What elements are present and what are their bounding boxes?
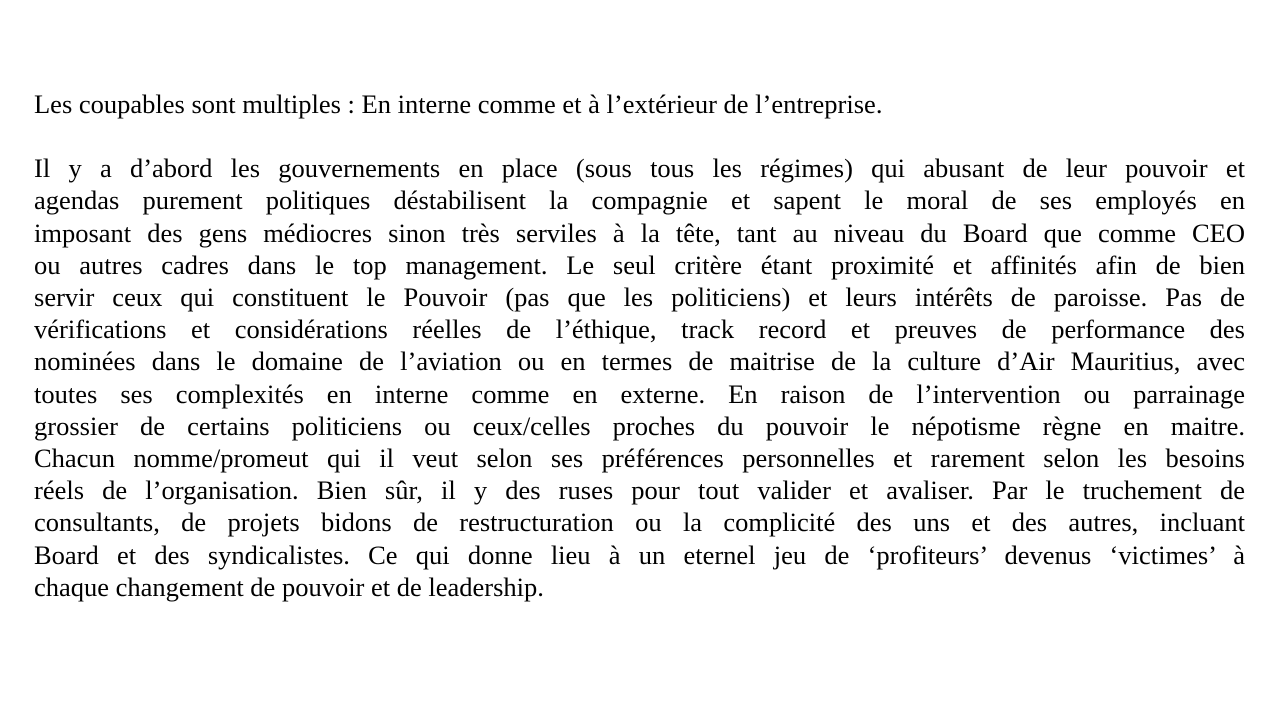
text-line: consultants, de projets bidons de restructuration ou la complicité des uns et des autres, incluant [34,507,1245,538]
text-line: Chacun nomme/promeut qui il veut selon ses préférences personnelles et rarement selon les besoins [34,443,1245,474]
text-line: ou autres cadres dans le top management. Le seul critère étant proximité et affinités afin de bien [34,249,1245,280]
text-line: agendas purement politiques déstabilisent la compagnie et sapent le moral de ses employés en [34,185,1245,216]
text-line: grossier de certains politiciens ou ceux/celles proches du pouvoir le népotisme règne en maitre. [34,410,1245,441]
text-line: nominées dans le domaine de l’aviation ou en termes de maitrise de la culture d’Air Mauritius, avec [34,346,1245,377]
text-line: Les coupables sont multiples : En interne comme et à l’extérieur de l’entreprise. [34,89,883,119]
text-line: servir ceux qui constituent le Pouvoir (pas que les politiciens) et leurs intérêts de paroisse. Pas de [34,282,1245,313]
text-line: imposant des gens médiocres sinon très serviles à la tête, tant au niveau du Board que comme CEO [34,217,1245,248]
text-line: Il y a d’abord les gouvernements en place (sous tous les régimes) qui abusant de leur pouvoir et [34,153,1245,184]
document-text-body [34,88,1245,603]
text-line: toutes ses complexités en interne comme en externe. En raison de l’intervention ou parrainage [34,378,1245,409]
paragraph-body [34,152,1245,603]
text-line: vérifications et considérations réelles de l’éthique, track record et preuves de performance des [34,314,1245,345]
text-line: réels de l’organisation. Bien sûr, il y des ruses pour tout valider et avaliser. Par le truchement de [34,475,1245,506]
text-line: Board et des syndicalistes. Ce qui donne lieu à un eternel jeu de ‘profiteurs’ devenus ‘victimes’ à [34,539,1245,570]
paragraph-intro [34,88,1245,120]
text-line: chaque changement de pouvoir et de leadership. [34,571,544,602]
